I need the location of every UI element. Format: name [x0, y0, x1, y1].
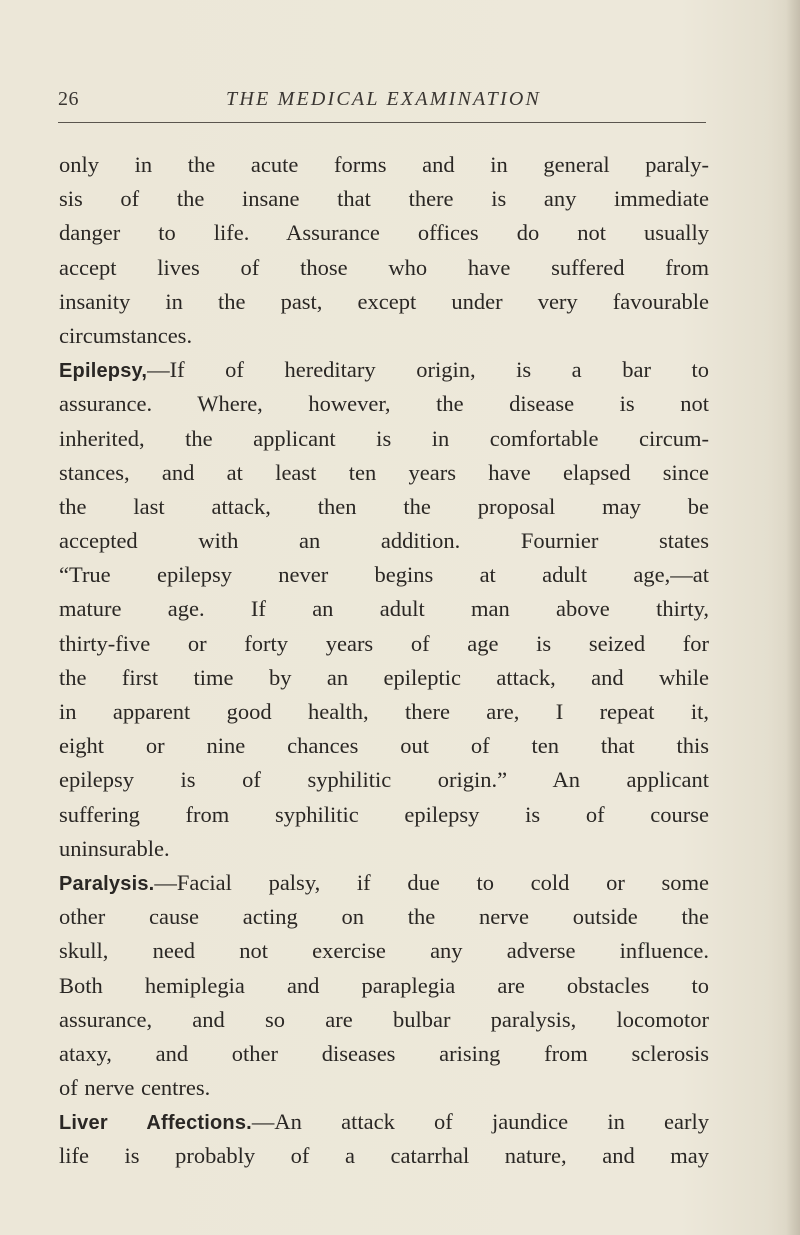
text-line: circumstances.: [59, 322, 193, 348]
text-line: Both hemiplegia and paraplegia are obstacles to: [59, 972, 709, 998]
section-liver-text: —An attack of jaundice in early: [251, 1109, 709, 1135]
text-line: stances, and at least ten years have elapsed since: [59, 459, 709, 485]
section-epilepsy-first-line: [59, 353, 709, 387]
text-line: inherited, the applicant is in comfortable circum-: [59, 425, 709, 451]
text-line: other cause acting on the nerve outside the: [59, 904, 709, 930]
section-epilepsy-text: —If of hereditary origin, is a bar to: [147, 357, 709, 383]
text-line: sis of the insane that there is any immediate: [59, 186, 709, 212]
text-line: mature age. If an adult man above thirty,: [59, 596, 709, 622]
text-line: epilepsy is of syphilitic origin.” An applicant: [59, 767, 709, 793]
running-head: THE MEDICAL EXAMINATION: [226, 88, 542, 110]
page-header: [58, 88, 706, 123]
text-line: danger to life. Assurance offices do not usually: [59, 220, 709, 246]
page-edge-shadow: [786, 0, 800, 1235]
section-heading-epilepsy: Epilepsy,: [59, 360, 148, 383]
section-paralysis-text: —Facial palsy, if due to cold or some: [154, 869, 709, 895]
text-line: suffering from syphilitic epilepsy is of course: [59, 801, 709, 827]
text-line: only in the acute forms and in general paraly-: [59, 152, 709, 177]
text-line: eight or nine chances out of ten that this: [59, 733, 709, 759]
text-line: thirty-five or forty years of age is seized for: [59, 630, 709, 656]
body-text: [59, 148, 709, 1174]
text-line: in apparent good health, there are, I repeat it,: [59, 699, 709, 724]
section-paralysis-first-line: [59, 866, 709, 900]
text-line: life is probably of a catarrhal nature, and may: [59, 1143, 709, 1169]
text-line: the last attack, then the proposal may be: [59, 493, 709, 519]
text-line: “True epilepsy never begins at adult age,—at: [59, 562, 709, 588]
text-line: ataxy, and other diseases arising from sclerosis: [59, 1040, 709, 1066]
text-line: uninsurable.: [59, 835, 170, 861]
text-line: assurance, and so are bulbar paralysis, locomotor: [59, 1006, 709, 1032]
text-line: of nerve centres.: [59, 1075, 211, 1101]
text-line: assurance. Where, however, the disease is not: [59, 391, 709, 417]
section-liver-first-line: [59, 1105, 709, 1139]
section-heading-liver-affections: Liver Affections.: [59, 1112, 252, 1135]
section-heading-paralysis: Paralysis.: [59, 872, 155, 895]
text-line: accept lives of those who have suffered from: [59, 254, 709, 280]
page-number: 26: [58, 88, 79, 110]
text-line: insanity in the past, except under very favourable: [59, 288, 709, 314]
text-line: accepted with an addition. Fournier states: [59, 528, 709, 554]
text-line: the first time by an epileptic attack, and while: [59, 664, 709, 690]
text-line: skull, need not exercise any adverse influence.: [59, 938, 709, 964]
